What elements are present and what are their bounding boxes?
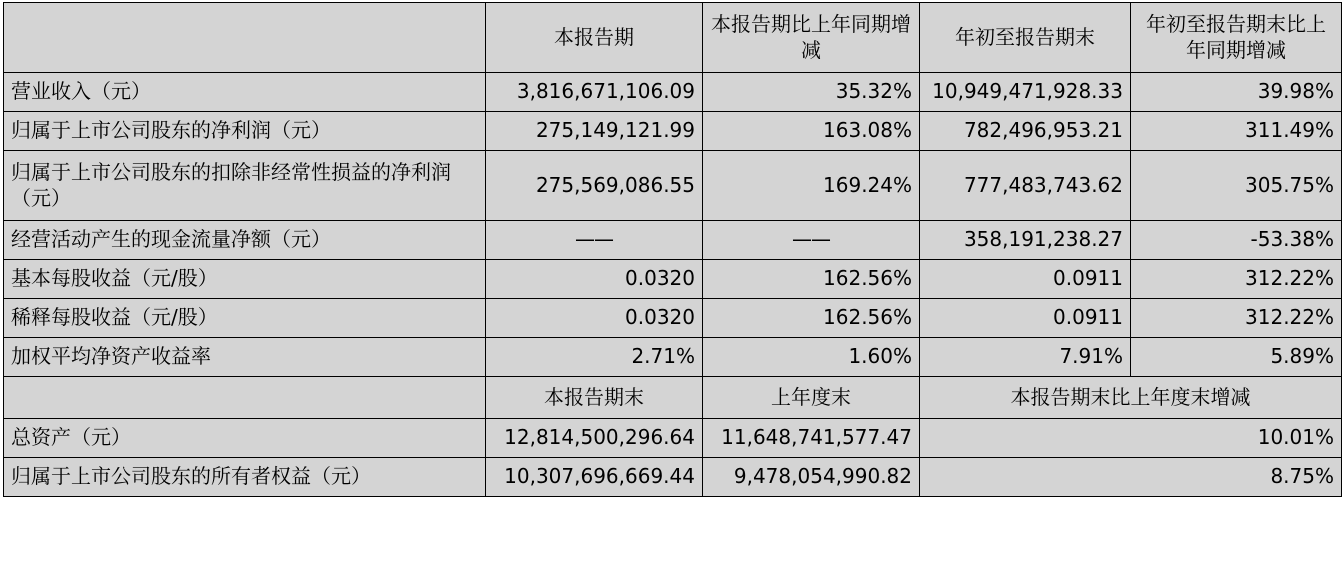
table-row (4, 419, 1342, 458)
cell-weighted-roe-current-yoy: 1.60% (703, 338, 920, 377)
table-row (4, 299, 1342, 338)
subheader-col-prior-year-end: 上年度末 (703, 377, 920, 419)
row-label-equity: 归属于上市公司股东的所有者权益（元） (4, 458, 486, 497)
cell-net-profit-ytd-yoy: 311.49% (1131, 112, 1342, 151)
cell-basic-eps-current: 0.0320 (486, 260, 703, 299)
header-col-current-period: 本报告期 (486, 3, 703, 73)
cell-diluted-eps-ytd: 0.0911 (920, 299, 1131, 338)
financial-summary-sheet (0, 2, 1344, 569)
row-label-net-profit-ex-nonrecurring: 归属于上市公司股东的扣除非经常性损益的净利润（元） (4, 151, 486, 221)
cell-total-assets-period-end: 12,814,500,296.64 (486, 419, 703, 458)
table-row (4, 151, 1342, 221)
row-label-diluted-eps: 稀释每股收益（元/股） (4, 299, 486, 338)
table-row (4, 112, 1342, 151)
row-label-basic-eps: 基本每股收益（元/股） (4, 260, 486, 299)
row-label-revenue: 营业收入（元） (4, 73, 486, 112)
cell-revenue-ytd: 10,949,471,928.33 (920, 73, 1131, 112)
table-header-row (4, 3, 1342, 73)
cell-weighted-roe-ytd: 7.91% (920, 338, 1131, 377)
cell-cash-flow-current: —— (486, 221, 703, 260)
table-row (4, 260, 1342, 299)
cell-basic-eps-ytd: 0.0911 (920, 260, 1131, 299)
table-subheader-row (4, 377, 1342, 419)
cell-net-profit-ytd: 782,496,953.21 (920, 112, 1131, 151)
table-row (4, 338, 1342, 377)
cell-revenue-ytd-yoy: 39.98% (1131, 73, 1342, 112)
cell-total-assets-change: 10.01% (920, 419, 1342, 458)
cell-revenue-current: 3,816,671,106.09 (486, 73, 703, 112)
cell-net-profit-ex-ytd-yoy: 305.75% (1131, 151, 1342, 221)
table-row (4, 458, 1342, 497)
cell-cash-flow-current-yoy: —— (703, 221, 920, 260)
cell-diluted-eps-current: 0.0320 (486, 299, 703, 338)
subheader-col-change: 本报告期末比上年度末增减 (920, 377, 1342, 419)
row-label-net-profit: 归属于上市公司股东的净利润（元） (4, 112, 486, 151)
row-label-weighted-roe: 加权平均净资产收益率 (4, 338, 486, 377)
table-row (4, 221, 1342, 260)
header-col-ytd-yoy: 年初至报告期末比上年同期增减 (1131, 3, 1342, 73)
row-label-total-assets: 总资产（元） (4, 419, 486, 458)
cell-cash-flow-ytd-yoy: -53.38% (1131, 221, 1342, 260)
cell-diluted-eps-current-yoy: 162.56% (703, 299, 920, 338)
cell-net-profit-ex-ytd: 777,483,743.62 (920, 151, 1131, 221)
header-col-current-period-yoy: 本报告期比上年同期增减 (703, 3, 920, 73)
cell-equity-prior-year-end: 9,478,054,990.82 (703, 458, 920, 497)
cell-equity-change: 8.75% (920, 458, 1342, 497)
cell-basic-eps-ytd-yoy: 312.22% (1131, 260, 1342, 299)
cell-diluted-eps-ytd-yoy: 312.22% (1131, 299, 1342, 338)
row-label-operating-cash-flow: 经营活动产生的现金流量净额（元） (4, 221, 486, 260)
subheader-corner-cell (4, 377, 486, 419)
cell-net-profit-ex-current-yoy: 169.24% (703, 151, 920, 221)
cell-equity-period-end: 10,307,696,669.44 (486, 458, 703, 497)
cell-net-profit-current-yoy: 163.08% (703, 112, 920, 151)
cell-net-profit-ex-current: 275,569,086.55 (486, 151, 703, 221)
cell-revenue-current-yoy: 35.32% (703, 73, 920, 112)
cell-net-profit-current: 275,149,121.99 (486, 112, 703, 151)
subheader-col-period-end: 本报告期末 (486, 377, 703, 419)
cell-basic-eps-current-yoy: 162.56% (703, 260, 920, 299)
financial-summary-table (3, 2, 1342, 497)
table-row (4, 73, 1342, 112)
cell-weighted-roe-ytd-yoy: 5.89% (1131, 338, 1342, 377)
cell-total-assets-prior-year-end: 11,648,741,577.47 (703, 419, 920, 458)
header-corner-cell (4, 3, 486, 73)
cell-weighted-roe-current: 2.71% (486, 338, 703, 377)
cell-cash-flow-ytd: 358,191,238.27 (920, 221, 1131, 260)
header-col-ytd: 年初至报告期末 (920, 3, 1131, 73)
